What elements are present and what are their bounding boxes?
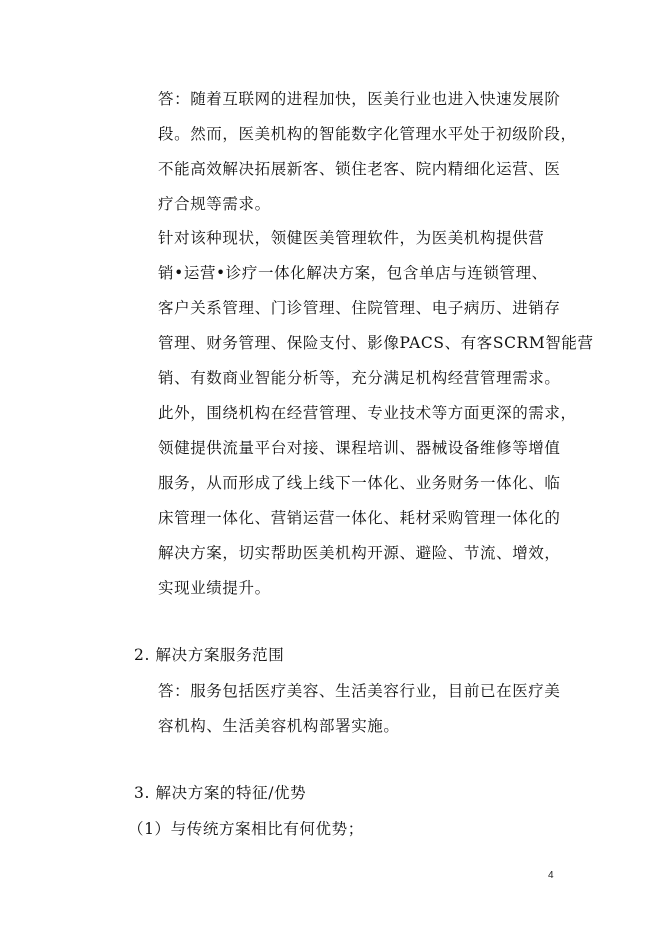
text-line: 不能高效解决拓展新客、锁住老客、院内精细化运营、医 bbox=[158, 160, 561, 178]
paragraph-answer-intro bbox=[158, 82, 577, 222]
sub-item-advantages: （1）与传统方案相比有何优势； bbox=[128, 820, 364, 838]
page-number: 4 bbox=[548, 870, 554, 881]
section-heading-features: 3. 解决方案的特征/优势 bbox=[134, 784, 307, 802]
paragraph-service-scope bbox=[158, 674, 568, 744]
paragraph-value-added bbox=[158, 396, 577, 606]
text-line: 此外，围绕机构在经营管理、专业技术等方面更深的需求， bbox=[158, 404, 577, 422]
text-line: 段。然而，医美机构的智能数字化管理水平处于初级阶段， bbox=[158, 125, 577, 143]
text-line: 疗合规等需求。 bbox=[158, 195, 271, 213]
text-line: 销•运营•诊疗一体化解决方案，包含单店与连锁管理、 bbox=[158, 264, 548, 282]
text-line: 管理、财务管理、保险支付、影像PACS、有客SCRM智能营 bbox=[158, 334, 594, 352]
text-line: 实现业绩提升。 bbox=[158, 579, 271, 597]
text-line: 解决方案，切实帮助医美机构开源、避险、节流、增效， bbox=[158, 544, 561, 562]
text-line: 答：随着互联网的进程加快，医美行业也进入快速发展阶 bbox=[158, 90, 561, 108]
text-line: 领健提供流量平台对接、课程培训、器械设备维修等增值 bbox=[158, 439, 561, 457]
text-line: 答：服务包括医疗美容、生活美容行业，目前已在医疗美 bbox=[158, 682, 561, 700]
text-line: 床管理一体化、营销运营一体化、耗材采购管理一体化的 bbox=[158, 509, 561, 527]
text-line: 容机构、生活美容机构部署实施。 bbox=[158, 717, 400, 735]
text-line: 针对该种现状，领健医美管理软件，为医美机构提供营 bbox=[158, 229, 545, 247]
paragraph-solution bbox=[158, 221, 594, 396]
text-line: 销、有数商业智能分析等，充分满足机构经营管理需求。 bbox=[158, 369, 561, 387]
text-line: 服务，从而形成了线上线下一体化、业务财务一体化、临 bbox=[158, 474, 561, 492]
text-line: 客户关系管理、门诊管理、住院管理、电子病历、进销存 bbox=[158, 299, 561, 317]
section-heading-service-scope: 2. 解决方案服务范围 bbox=[134, 646, 285, 664]
